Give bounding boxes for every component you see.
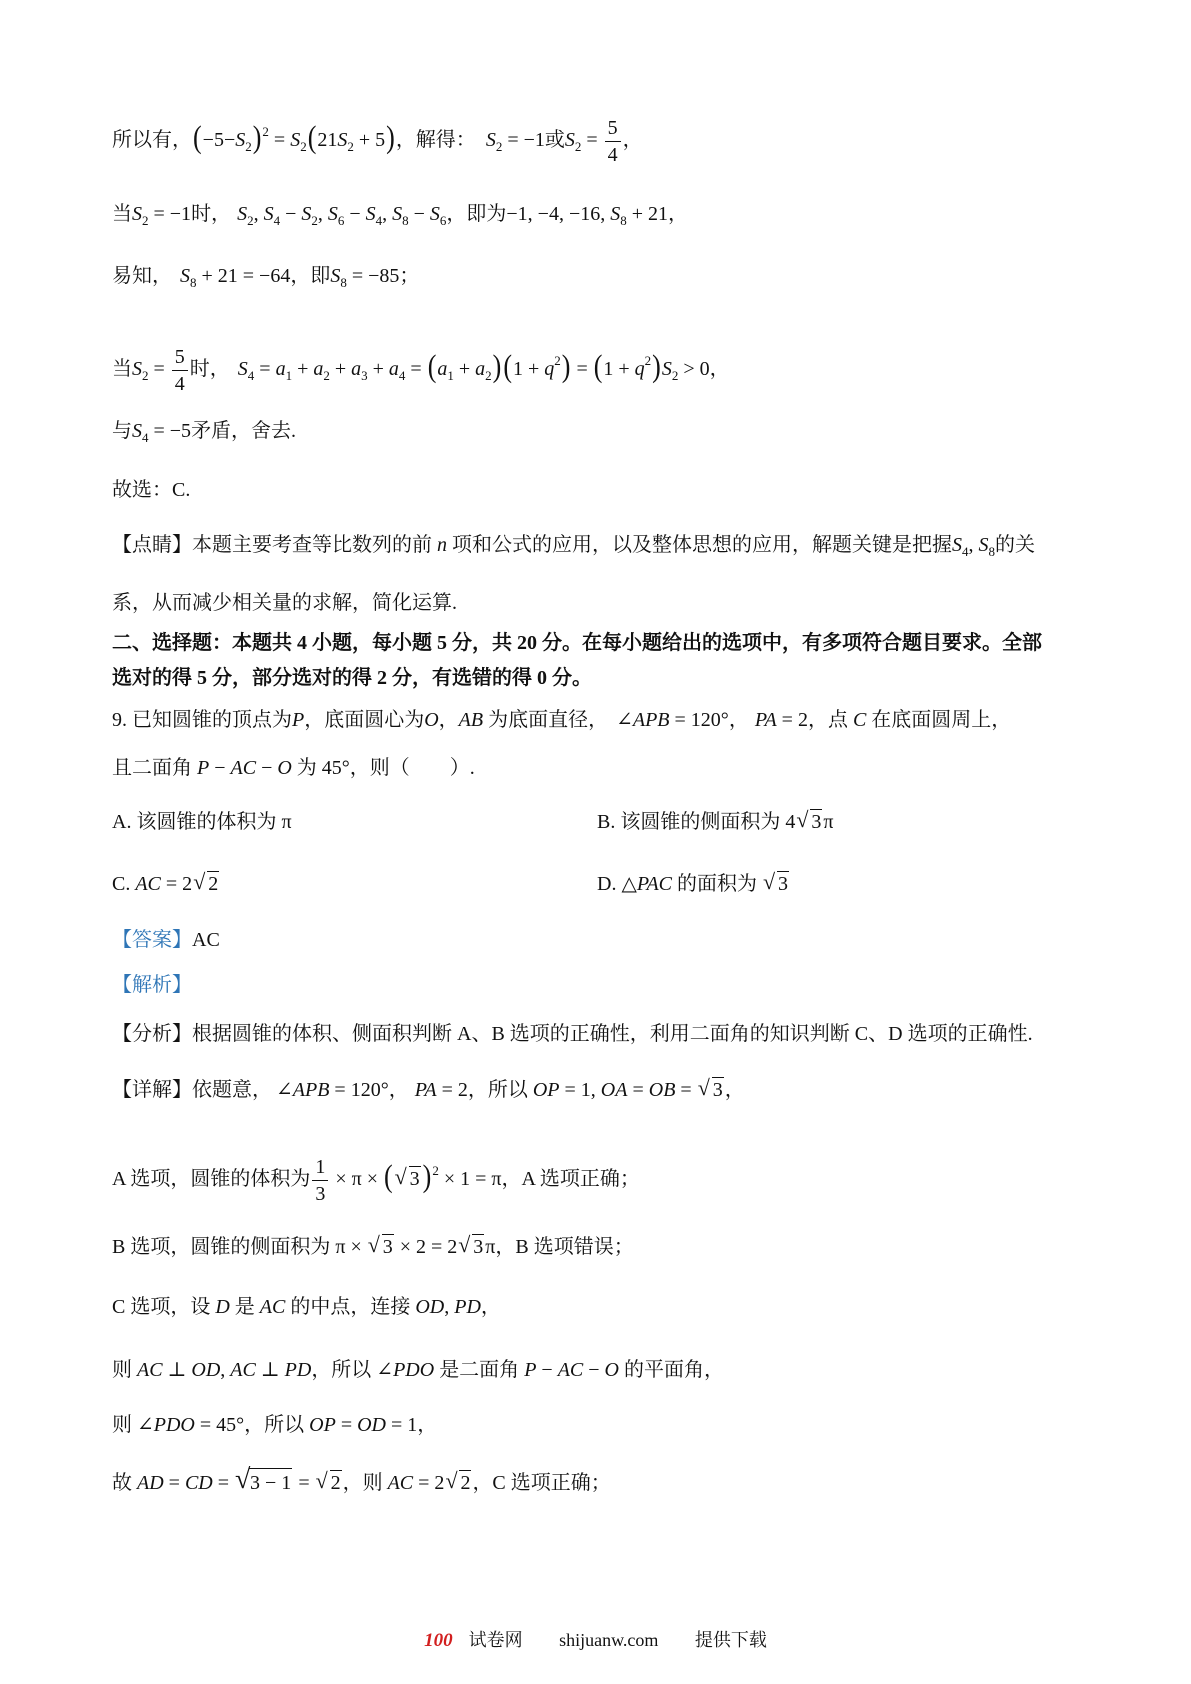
text-line [112,1473,611,1493]
parenthesis: ( [593,349,603,384]
math-symbol: OD [191,1359,221,1381]
subscript: 2 [247,213,254,228]
text-run: ∠ [616,709,633,731]
text-run: , [444,1296,455,1318]
text-run: = 2 [413,1472,445,1494]
text-line [112,1360,724,1380]
math-symbol: PD [454,1296,481,1318]
text-run: ，所以 [467,1079,533,1101]
text-line [112,346,730,395]
text-run: 或 [544,129,565,152]
text-line [112,975,192,995]
text-run: = [163,1472,185,1494]
text-run: × 2 = 2 [394,1236,458,1258]
text-run: 的关 [995,534,1035,556]
text-run: = 2 [436,1079,468,1101]
text-run: ， [417,1414,438,1436]
text-run: 的平面角， [618,1359,724,1381]
parenthesis: ) [252,120,262,155]
text-run: 则 [112,1359,137,1381]
parenthesis: ) [492,349,502,384]
math-symbol: S [978,534,989,556]
text-line [112,874,220,894]
math-symbol: PA [414,1079,437,1101]
text-line [112,1415,437,1435]
math-symbol: CD [184,1472,213,1494]
subscript: 2 [574,139,582,155]
math-symbol: S [429,203,440,225]
math-symbol: OA [600,1079,628,1101]
text-run: = [581,129,603,152]
text-run: 的中点，连接 [285,1296,416,1318]
subscript: 1 [447,368,454,384]
parenthesis: ) [652,349,661,384]
text-run: = [254,358,276,381]
square-root [763,874,789,894]
text-run: × π × [330,1168,383,1191]
text-run: − [209,757,231,779]
text-run: ∠ [276,1079,293,1101]
text-run: = [293,1472,315,1494]
square-root [193,874,219,894]
math-symbol: P [524,1359,537,1381]
math-symbol: q [634,358,645,381]
math-symbol: OD [357,1414,386,1436]
square-root [698,1080,724,1100]
math-symbol: S [564,129,575,152]
subscript: 2 [671,368,679,384]
square-root [316,1473,342,1493]
math-symbol: S [180,265,190,287]
math-symbol: S [952,534,962,556]
text-run: ，底面圆心为 [304,709,425,731]
numerator: 1 [312,1156,328,1181]
section-heading-line [112,668,592,688]
text-run: 故 [112,1472,137,1494]
text-run: 项和公式的应用，以及整体思想的应用，解题关键是把握 [447,534,952,556]
text-line [112,710,1011,730]
math-symbol: APB [632,709,670,731]
parenthesis: ( [193,120,202,155]
text-run: 是二面角 [434,1359,525,1381]
math-symbol: O [604,1359,619,1381]
text-run: 1 + [603,358,635,381]
text-line [112,535,1035,558]
text-run: AC [192,929,220,951]
math-symbol: S [485,129,496,152]
math-symbol: S [392,203,403,225]
text-run: ，C 选项正确； [472,1472,611,1494]
square-root [368,1237,394,1257]
radicand: 2 [208,873,219,895]
text-run: 当 [112,203,132,225]
subscript: 4 [398,368,406,384]
text-run: 1 + [512,358,545,381]
radicand: 3 [409,1168,420,1191]
math-symbol: S [610,203,621,225]
text-line [112,1156,640,1205]
footer-site-name: 试卷网 [468,1630,523,1650]
subscript: 2 [300,139,307,155]
math-symbol: S [661,358,672,381]
text-run: − [280,203,302,225]
subscript: 1 [285,368,293,384]
text-run: , [968,534,979,556]
math-symbol: AC [230,757,257,779]
math-symbol: P [197,757,210,779]
footer-tagline: 提供下载 [694,1630,767,1650]
math-symbol: q [544,358,555,381]
text-run: ，点 [807,709,853,731]
parenthesis: ) [422,1159,432,1194]
subscript: 4 [142,430,149,445]
math-symbol: S [237,358,248,381]
fraction [172,346,188,395]
text-run: 时， [189,358,230,381]
math-symbol: S [132,203,142,225]
text-run: π [485,1236,496,1258]
radicand: 2 [330,1472,341,1494]
math-symbol: OB [648,1079,676,1101]
text-run: − [344,203,366,225]
subscript: 2 [142,368,149,384]
math-symbol: a [475,358,486,381]
text-run: A 选项，圆锥的体积为 [112,1168,311,1191]
math-symbol: S [365,203,376,225]
text-run: ，所以 [244,1414,310,1436]
radicand: 3 [473,1236,484,1258]
superscript: 2 [554,353,561,369]
parenthesis: ( [307,120,317,155]
text-run: −5− [202,129,236,152]
text-run: ， [438,709,459,731]
math-symbol: a [313,358,324,381]
math-symbol: AC [135,873,161,895]
radicand: 3 [382,1236,393,1258]
denominator: 4 [174,373,185,395]
text-line [112,421,296,444]
math-symbol: S [263,203,274,225]
math-symbol: PDO [153,1414,195,1436]
text-run: = [627,1079,649,1101]
math-symbol: AC [230,1359,256,1381]
math-symbol: OP [309,1414,336,1436]
denominator: 3 [315,1183,326,1205]
math-symbol: S [301,203,312,225]
parenthesis: ) [386,120,395,155]
math-symbol: AC [557,1359,584,1381]
text-run: ， [388,1079,409,1101]
text-run: > 0 [678,358,710,381]
parenthesis: ) [561,349,571,384]
text-run: 系，从而减少相关量的求解，简化运算. [112,592,457,614]
subscript: 4 [247,368,255,384]
subscript: 4 [273,213,281,228]
text-run: = −5 [148,420,192,442]
math-symbol: a [275,358,286,381]
subscript: 6 [439,213,447,228]
text-line [112,930,220,950]
text-run: 4 [785,811,796,833]
footer-logo: 100 [424,1630,453,1651]
text-run: = 2 [776,709,808,731]
math-symbol: PD [284,1359,312,1381]
math-symbol: O [277,757,292,779]
text-run: − [256,757,278,779]
square-root [796,812,822,832]
text-run: ，A 选项正确； [501,1168,640,1191]
text-line [112,812,292,832]
superscript: 2 [262,124,269,140]
section-label: 【答案】 [112,929,192,951]
text-line [112,758,475,778]
text-run: 矛盾，舍去. [191,420,297,442]
math-symbol: PDO [393,1359,435,1381]
text-run: = [212,1472,235,1494]
superscript: 2 [644,353,652,369]
text-run: 为 45°，则（ ）. [291,757,475,779]
text-run: ，则 [342,1472,388,1494]
text-run: 选对的得 5 分，部分选对的得 2 分，有选错的得 0 分。 [112,667,592,689]
text-run: − [583,1359,605,1381]
text-line [597,874,790,894]
text-run: 时， [191,203,232,225]
radicand: 3 [778,873,789,895]
text-run: −1, −4, −16, [506,203,611,225]
text-run: + 5 [353,129,386,152]
text-run: , [253,203,264,225]
text-run: ， [668,203,689,225]
text-run: 则 ∠ [112,1414,154,1436]
text-run: = 1, [559,1079,601,1101]
text-run: ⊥ [162,1359,192,1381]
text-run: ， [480,1296,501,1318]
text-run: = [335,1414,358,1436]
text-run: × 1 = π [438,1168,502,1191]
math-symbol: AB [458,709,484,731]
math-symbol: S [330,265,341,287]
math-symbol: S [132,420,142,442]
text-run: 二、选择题：本题共 4 小题，每小题 5 分，共 20 分。在每小题给出的选项中，有多项符合题目要求。全部 [112,632,1042,654]
text-line [112,1237,634,1257]
subscript: 8 [988,544,995,559]
text-run: B 选项，圆锥的侧面积为 [112,1236,336,1258]
math-symbol: AC [259,1296,286,1318]
text-run: 故选：C. [112,479,191,501]
math-symbol: AC [137,1359,163,1381]
math-symbol: S [235,129,246,152]
square-root [235,1473,292,1493]
text-run: π [823,811,834,833]
subscript: 8 [402,213,409,228]
fraction [605,117,621,166]
numerator: 5 [605,117,621,142]
math-symbol: C [852,709,867,731]
text-run: − [536,1359,558,1381]
math-symbol: S [132,358,142,381]
text-run: C. [112,873,136,895]
math-symbol: D [215,1296,230,1318]
parenthesis: ( [503,349,512,384]
text-run: = [268,129,291,152]
text-run: 易知， [112,265,172,287]
text-run: , [382,203,393,225]
subscript: 2 [142,213,149,228]
text-line [597,812,833,832]
footer-url[interactable]: shijuanw.com [559,1630,659,1650]
text-run: 9. 已知圆锥的顶点为 [112,709,292,731]
page-footer [0,1626,1191,1652]
text-line [112,117,643,166]
text-run: 与 [112,420,132,442]
section-label: 【解析】 [112,974,192,996]
text-run: = [675,1079,697,1101]
text-run: = 120° [669,709,729,731]
subscript: 8 [190,275,197,290]
text-run: 为底面直径， [483,709,609,731]
text-run: ，解得： [395,129,476,152]
subscript: 6 [337,213,345,228]
math-symbol: AD [137,1472,164,1494]
text-line [112,1080,745,1100]
fraction [312,1156,328,1205]
text-run: = 1 [386,1414,418,1436]
text-run: 的面积为 [672,873,763,895]
text-run: = 120° [329,1079,389,1101]
math-symbol: OD [415,1296,445,1318]
text-run: 【分析】根据圆锥的体积、侧面积判断 A、B 选项的正确性，利用二面角的知识判断 C、D 选项的正确性. [112,1023,1033,1045]
parenthesis: ( [427,349,437,384]
text-run: ， [724,1079,745,1101]
text-line [112,1297,501,1317]
denominator: 4 [607,144,618,166]
text-run: = −85 [346,265,400,287]
text-run: + 21 = −64 [196,265,291,287]
square-root [445,1473,471,1493]
text-run: + 21 [626,203,669,225]
math-symbol: AC [387,1472,414,1494]
math-symbol: S [337,129,348,152]
text-run: π [281,811,292,833]
radicand: 3 − 1 [249,1468,292,1494]
math-symbol: PAC [636,873,673,895]
text-run: ； [399,265,420,287]
text-run: 当 [112,358,132,381]
text-run: 且二面角 [112,757,197,779]
math-symbol: PA [754,709,777,731]
math-symbol: OP [532,1079,560,1101]
text-run: + [329,358,352,381]
text-run: 21 [317,129,338,152]
math-symbol: O [424,709,439,731]
text-line [112,593,457,613]
text-line [112,1024,1033,1044]
math-symbol: a [388,358,399,381]
math-symbol: S [327,203,338,225]
subscript: 2 [347,139,354,155]
text-run: ，即为 [446,203,507,225]
text-run: , [317,203,328,225]
math-symbol: a [437,358,448,381]
radicand: 3 [811,811,822,833]
text-run: = −1 [148,203,192,225]
math-symbol: S [290,129,301,152]
text-run: + [453,358,476,381]
text-run: , [220,1359,231,1381]
text-line [112,266,419,289]
numerator: 5 [172,346,188,371]
text-run: D. △ [597,873,637,895]
subscript: 4 [375,213,383,228]
subscript: 2 [485,368,492,384]
section-heading-line [112,633,1042,653]
text-run: ， [728,709,749,731]
text-run: ，即 [290,265,331,287]
parenthesis: ( [384,1159,393,1194]
text-run: − [408,203,430,225]
math-symbol: P [292,709,305,731]
text-run: + [367,358,389,381]
text-run: ⊥ [255,1359,285,1381]
subscript: 2 [311,213,318,228]
text-run: = [571,358,593,381]
subscript: 3 [361,368,368,384]
radicand: 2 [460,1472,471,1494]
text-run: π × [335,1236,367,1258]
text-run: ，所以 ∠ [311,1359,394,1381]
text-run: 所以有， [112,129,192,152]
text-run: A. 该圆锥的体积为 [112,811,282,833]
text-run: = [148,358,170,381]
text-run: = −1 [502,129,545,152]
text-line [112,204,688,227]
subscript: 2 [495,139,503,155]
text-run: 【详解】依题意， [112,1079,272,1101]
math-symbol: APB [292,1079,330,1101]
square-root [395,1169,421,1189]
math-symbol: S [237,203,248,225]
text-run: ， [709,358,730,381]
text-run: C 选项，设 [112,1296,216,1318]
text-run: B. 该圆锥的侧面积为 [597,811,786,833]
subscript: 8 [620,213,627,228]
text-run: = 2 [160,873,193,895]
text-run: = [405,358,427,381]
math-symbol: a [351,358,362,381]
text-run: = 45° [194,1414,245,1436]
text-run: 是 [229,1296,260,1318]
subscript: 8 [340,275,347,290]
subscript: 2 [245,139,252,155]
square-root [458,1237,484,1257]
text-line [112,480,190,500]
text-run: 【点睛】本题主要考查等比数列的前 [112,534,437,556]
superscript: 2 [432,1163,439,1179]
math-symbol: n [437,534,447,556]
subscript: 4 [962,544,969,559]
radicand: 3 [712,1079,723,1101]
text-run: + [292,358,314,381]
text-run: ，B 选项错误； [495,1236,634,1258]
subscript: 2 [323,368,330,384]
text-run: ， [622,129,643,152]
text-run: 在底面圆周上， [866,709,1012,731]
